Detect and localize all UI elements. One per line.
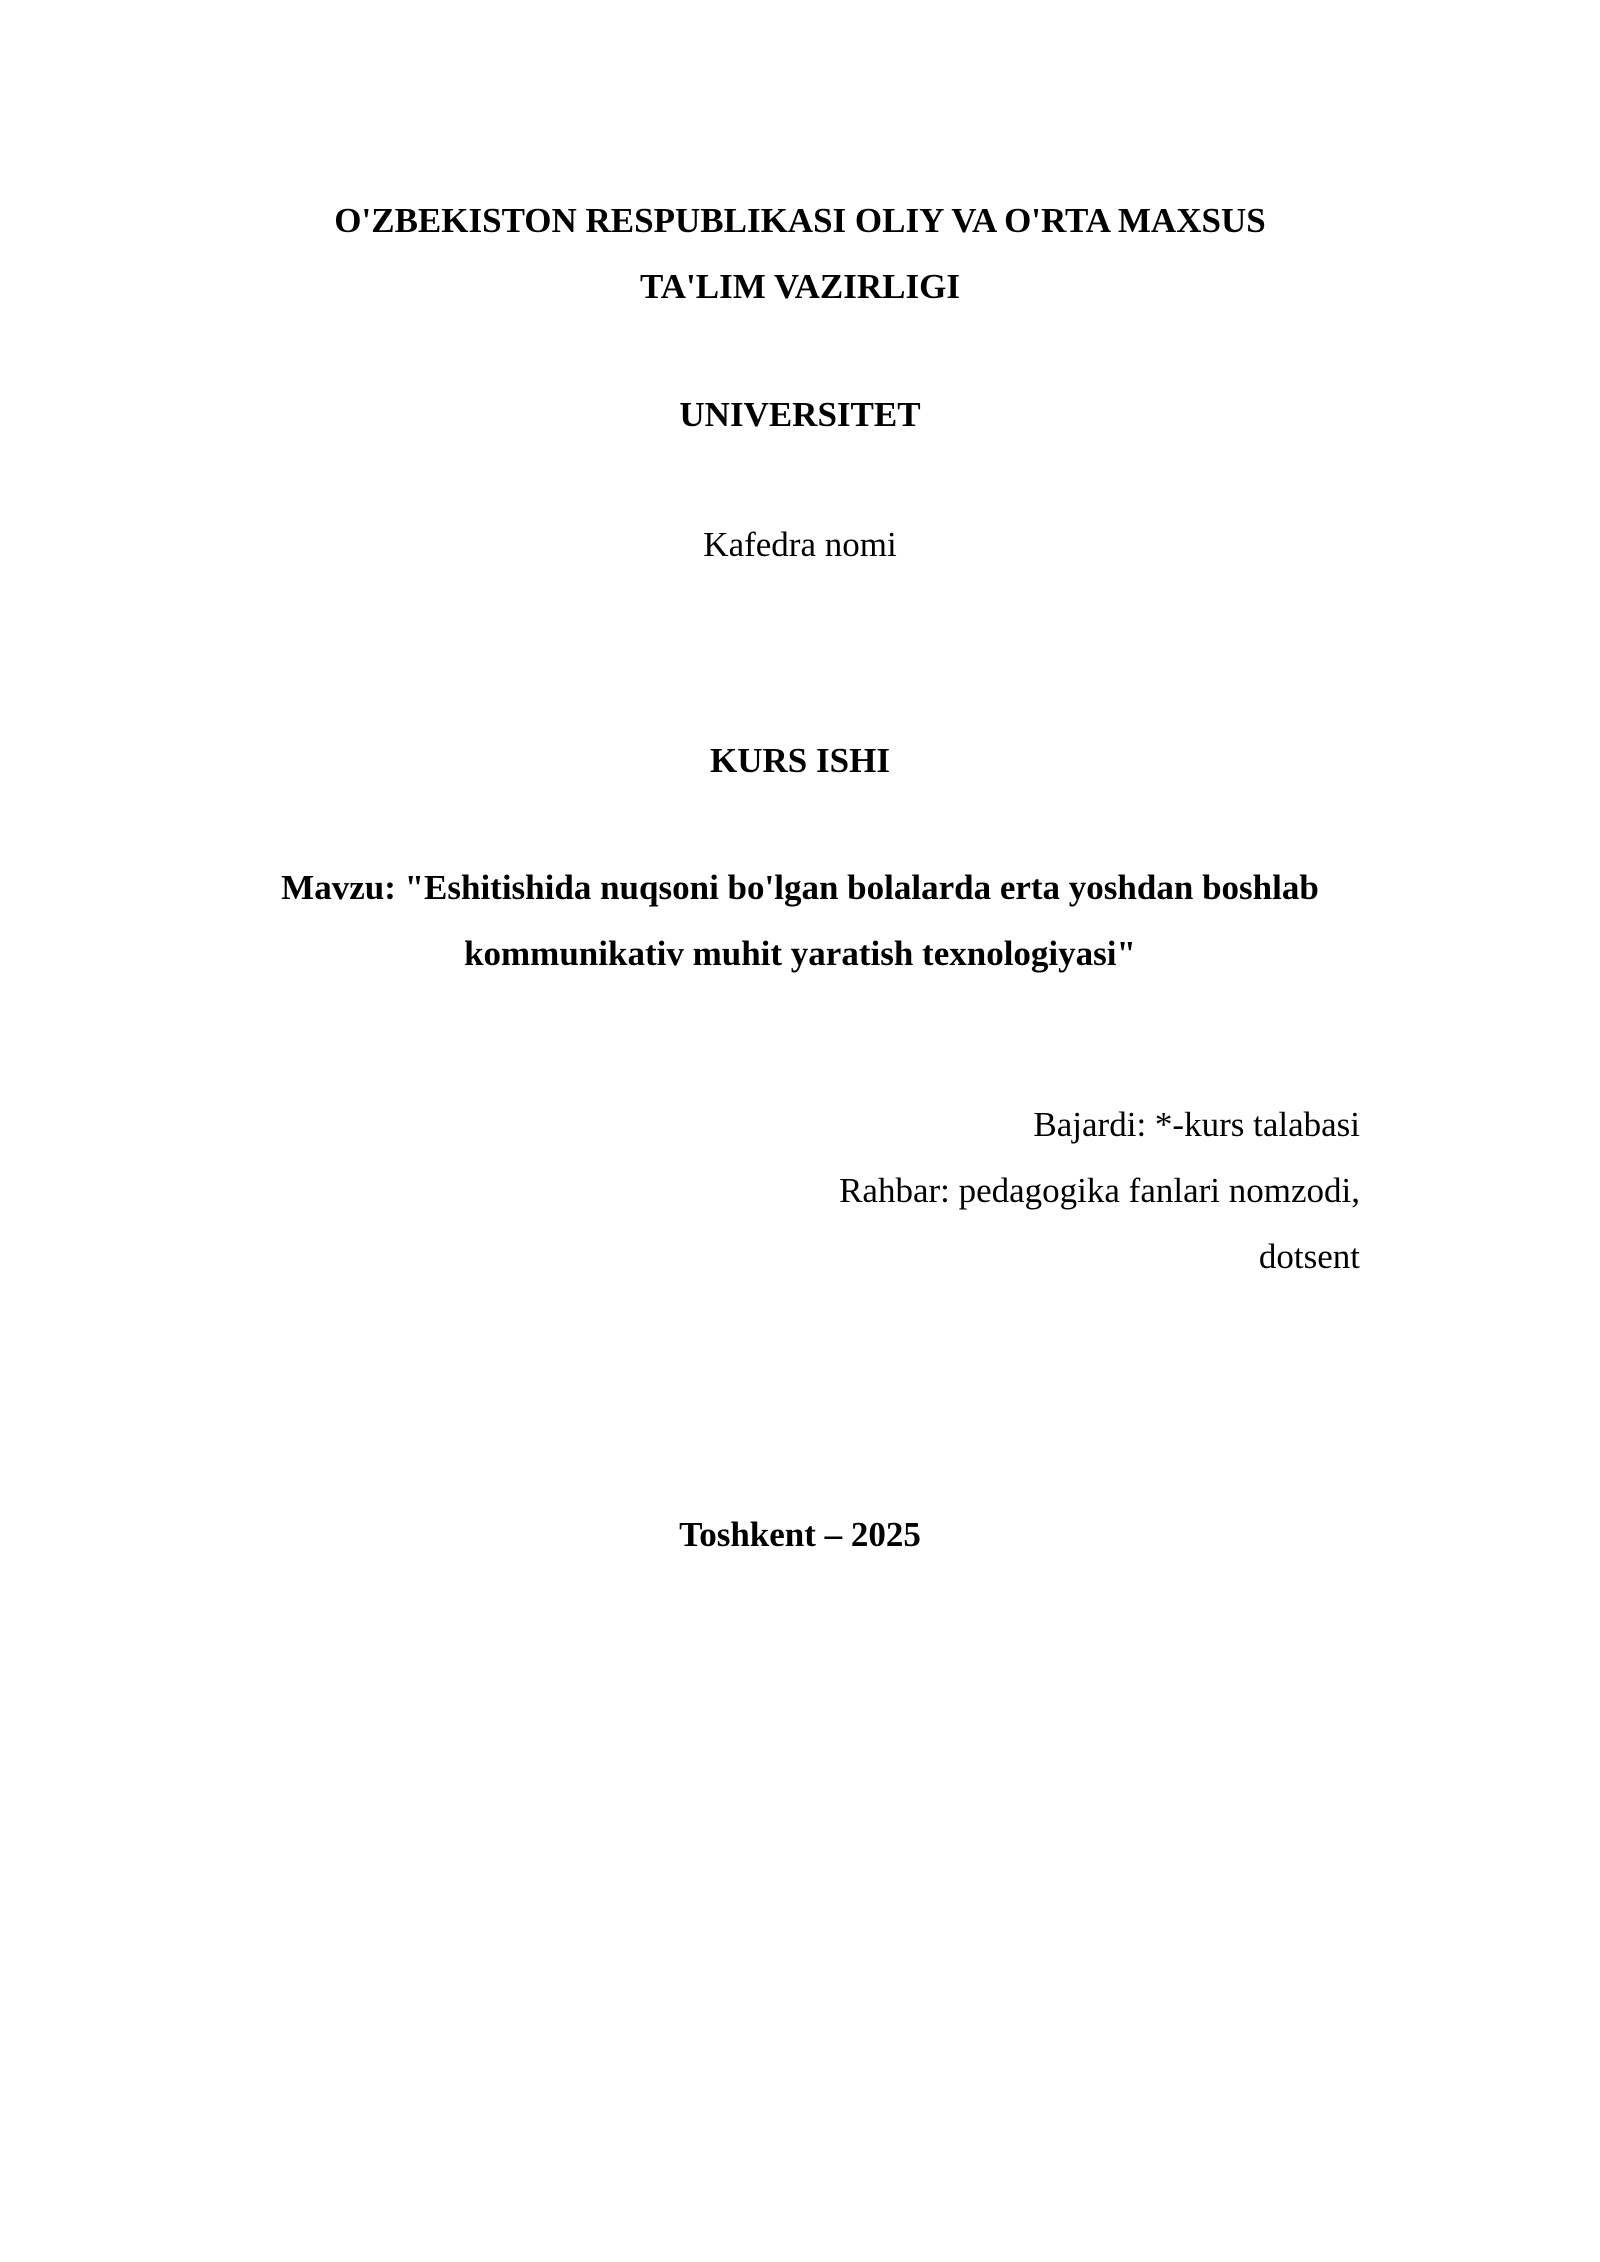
topic-line-1: Mavzu: "Eshitishida nuqsoni bo'lgan bolalarda erta yoshdan boshlab <box>281 868 1319 907</box>
supervisor-info <box>560 1158 1360 1290</box>
topic-line-2: kommunikativ muhit yaratish texnologiyasi" <box>464 934 1136 973</box>
supervisor-line-1: Rahbar: pedagogika fanlari nomzodi, <box>839 1171 1360 1210</box>
performer-info: Bajardi: *-kurs talabasi <box>1033 1105 1360 1144</box>
university-name: UNIVERSITET <box>679 395 921 434</box>
department-name: Kafedra nomi <box>703 525 897 564</box>
topic-title <box>240 855 1360 987</box>
supervisor-line-2: dotsent <box>1258 1237 1360 1276</box>
city-year: Toshkent – 2025 <box>679 1515 921 1554</box>
ministry-line-2: TA'LIM VAZIRLIGI <box>640 267 960 306</box>
ministry-heading <box>240 188 1360 320</box>
work-type-title: KURS ISHI <box>710 741 890 780</box>
ministry-line-1: O'ZBEKISTON RESPUBLIKASI OLIY VA O'RTA MAXSUS <box>334 201 1266 240</box>
